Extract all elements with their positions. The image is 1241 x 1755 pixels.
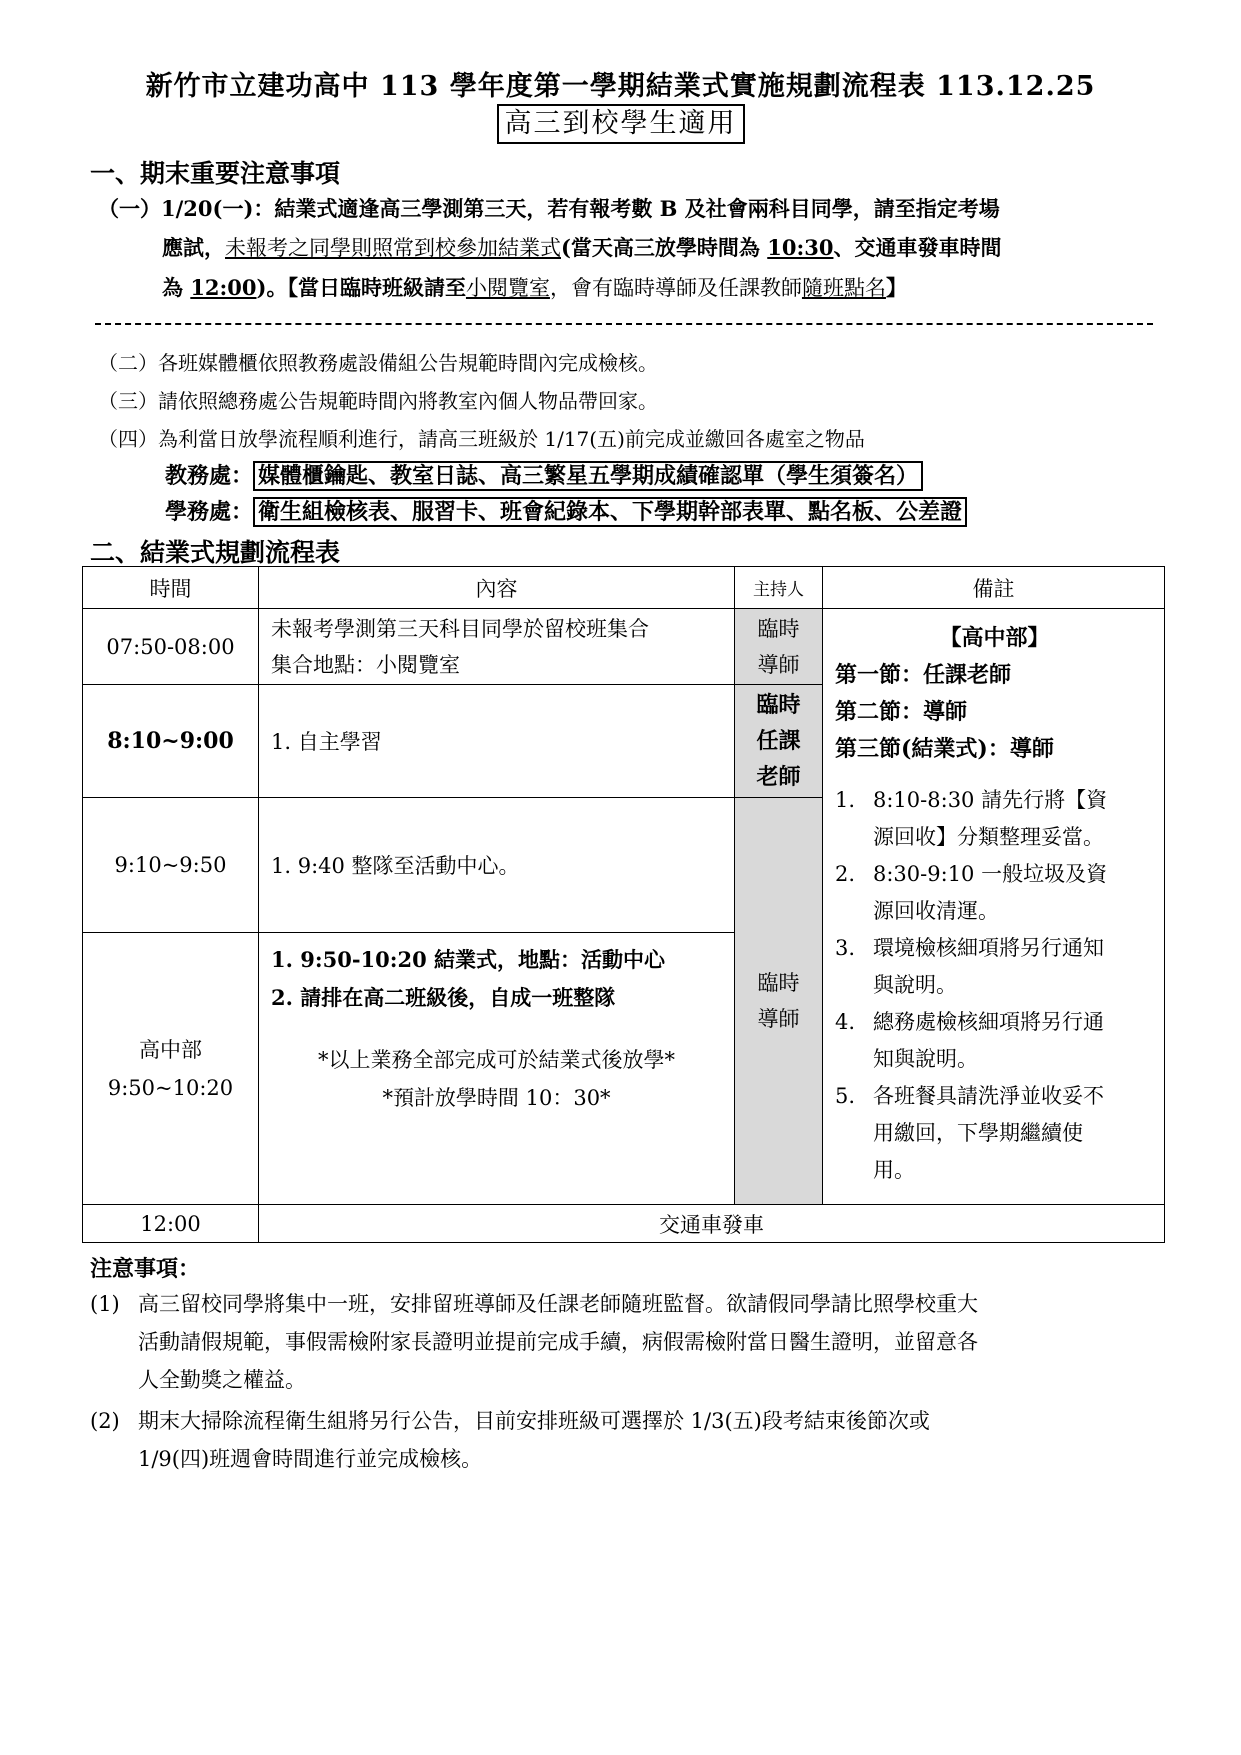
office1-line — [165, 459, 923, 490]
notes-list-line: 源回收清運。 — [873, 899, 999, 923]
row4-time-line1: 高中部 — [139, 1037, 202, 1062]
attention-heading: 注意事項： — [90, 1256, 201, 1282]
row4-content-line3: *以上業務全部完成可於結業式後放學* — [318, 1048, 675, 1072]
item1-line2-b: (當天高三放學時間為 — [561, 235, 768, 260]
notes-list-item — [835, 930, 1154, 1004]
office2-label: 學務處： — [165, 499, 254, 525]
row2-host-line1: 臨時 — [756, 692, 801, 718]
notes-list-line: 知與說明。 — [873, 1047, 978, 1071]
item3-text: （三）請依照總務處公告規範時間內將教室內個人物品帶回家。 — [98, 389, 658, 413]
row4-content — [259, 933, 735, 1205]
notes-list-number: 2. — [835, 862, 856, 886]
attention-line: 高三留校同學將集中一班，安排留班導師及任課老師隨班監督。欲請假同學請比照學校重大 — [138, 1292, 978, 1316]
header-note: 備註 — [823, 567, 1165, 609]
row3-content: 1. 9:40 整隊至活動中心。 — [259, 798, 735, 933]
attention-number: (1) — [90, 1292, 120, 1316]
attention-line: 期末大掃除流程衛生組將另行公告，目前安排班級可選擇於 1/3(五)段考結束後節次或 — [138, 1409, 930, 1433]
row1-content — [259, 609, 735, 685]
notes-list-line: 用。 — [873, 1158, 915, 1182]
table-header-row — [83, 567, 1165, 609]
subtitle-box: 高三到校學生適用 — [497, 104, 745, 144]
notes-period1: 第一節：任課老師 — [835, 662, 1012, 688]
item1-line2-underline: 未報考之同學則照常到校參加結業式 — [225, 236, 561, 260]
notes-list-line: 各班餐具請洗淨並收妥不 — [873, 1084, 1104, 1108]
attention-number: (2) — [90, 1409, 120, 1433]
notes-list — [835, 782, 1154, 1189]
notes-list-number: 3. — [835, 936, 856, 960]
item1-line3 — [162, 272, 907, 302]
notes-list-line: 環境檢核細項將另行通知 — [873, 936, 1104, 960]
notes-list-line: 8:10-8:30 請先行將【資 — [873, 788, 1108, 812]
notes-list-line: 總務處檢核細項將另行通 — [873, 1010, 1104, 1034]
attention-line: 1/9(四)班週會時間進行並完成檢核。 — [138, 1447, 483, 1471]
row5-content: 交通車發車 — [259, 1205, 1165, 1243]
row2-host — [735, 685, 823, 798]
office1-items: 媒體櫃鑰匙、教室日誌、高三繁星五學期成績確認單（學生須簽名） — [253, 461, 923, 491]
row2-host-line3: 老師 — [756, 764, 801, 790]
notes-list-line: 用繳回，下學期繼續使 — [873, 1121, 1083, 1145]
row4-content-line4: *預計放學時間 10：30* — [382, 1086, 611, 1110]
attention-item — [90, 1402, 1160, 1478]
table-row — [83, 609, 1165, 685]
header-host: 主持人 — [735, 567, 823, 609]
attention-line: 人全勤獎之權益。 — [138, 1368, 306, 1392]
row4-content-line2: 2. 請排在高二班級後，自成一班整隊 — [271, 985, 616, 1010]
notes-period2: 第二節：導師 — [835, 699, 968, 725]
item1-roll-call: 隨班點名 — [801, 276, 886, 300]
notes-list-number: 4. — [835, 1010, 856, 1034]
row1-content-line2: 集合地點：小閱覽室 — [271, 652, 460, 677]
section1-heading: 一、期末重要注意事項 — [90, 159, 341, 188]
row1-host-line2: 導師 — [757, 652, 800, 677]
row2-time: 8:10~9:00 — [83, 685, 259, 798]
notes-list-item — [835, 782, 1154, 856]
item1-line3-a: 為 — [162, 275, 191, 300]
notes-list-item — [835, 856, 1154, 930]
merged-host — [735, 798, 823, 1205]
notes-list-number: 1. — [835, 788, 856, 812]
notes-list-line: 源回收】分類整理妥當。 — [873, 825, 1104, 849]
schedule-table — [82, 566, 1165, 1243]
row1-host-line1: 臨時 — [757, 616, 800, 641]
item1-line3-b: )。【當日臨時班級請至 — [256, 275, 466, 300]
dashed-divider — [95, 323, 1153, 325]
notes-list-item — [835, 1078, 1154, 1189]
notes-list-number: 5. — [835, 1084, 856, 1108]
header-content: 內容 — [259, 567, 735, 609]
notes-list-line: 8:30-9:10 一般垃圾及資 — [873, 862, 1108, 886]
row1-time: 07:50-08:00 — [83, 609, 259, 685]
attention-item — [90, 1285, 1160, 1399]
notes-heading: 【高中部】 — [939, 625, 1050, 651]
notes-list-item — [835, 1004, 1154, 1078]
item1-line1: （一）1/20(一)：結業式適逢高三學測第三天，若有報考數 B 及社會兩科目同學，請至指定考場 — [98, 196, 1000, 221]
row4-content-line1: 1. 9:50-10:20 結業式，地點：活動中心 — [271, 947, 666, 972]
table-row — [83, 1205, 1165, 1243]
office2-items: 衛生組檢核表、服習卡、班會紀錄本、下學期幹部表單、點名板、公差證 — [253, 497, 967, 527]
row5-time: 12:00 — [83, 1205, 259, 1243]
header-time: 時間 — [83, 567, 259, 609]
row1-host — [735, 609, 823, 685]
item1-bus-time: 12:00 — [190, 275, 257, 300]
row4-time — [83, 933, 259, 1205]
item1-line3-c: ，會有臨時導師及任課教師 — [549, 276, 802, 300]
merged-host-line2: 導師 — [757, 1007, 800, 1031]
row3-time: 9:10~9:50 — [83, 798, 259, 933]
item1-dismiss-time: 10:30 — [767, 235, 834, 260]
row1-content-line1: 未報考學測第三天科目同學於留校班集合 — [271, 616, 649, 641]
item1-line3-d: 】 — [885, 275, 907, 300]
document-subtitle — [0, 104, 1241, 144]
notes-list-line: 與說明。 — [873, 973, 957, 997]
item1-location: 小閱覽室 — [465, 276, 550, 300]
merged-host-line1: 臨時 — [757, 971, 800, 995]
document-title: 新竹市立建功高中 113 學年度第一學期結業式實施規劃流程表 113.12.25 — [145, 71, 1096, 102]
item1-line2-a: 應試， — [162, 235, 225, 260]
office1-label: 教務處： — [165, 463, 254, 489]
item1-line2-c: 、交通車發車時間 — [833, 235, 1002, 260]
row2-host-line2: 任課 — [756, 728, 801, 754]
notes-period3: 第三節(結業式)：導師 — [835, 736, 1054, 762]
section2-heading: 二、結業式規劃流程表 — [90, 538, 341, 567]
row2-content: 1. 自主學習 — [259, 685, 735, 798]
item1-line2 — [162, 232, 1001, 262]
attention-line: 活動請假規範，事假需檢附家長證明並提前完成手續，病假需檢附當日醫生證明，並留意各 — [138, 1330, 978, 1354]
office2-line — [165, 495, 967, 526]
row4-time-line2: 9:50~10:20 — [107, 1075, 234, 1100]
item2-text: （二）各班媒體櫃依照教務處設備組公告規範時間內完成檢核。 — [98, 351, 658, 375]
item4-text: （四）為利當日放學流程順利進行，請高三班級於 1/17(五)前完成並繳回各處室之物品 — [98, 427, 865, 451]
notes-cell — [823, 609, 1165, 1205]
